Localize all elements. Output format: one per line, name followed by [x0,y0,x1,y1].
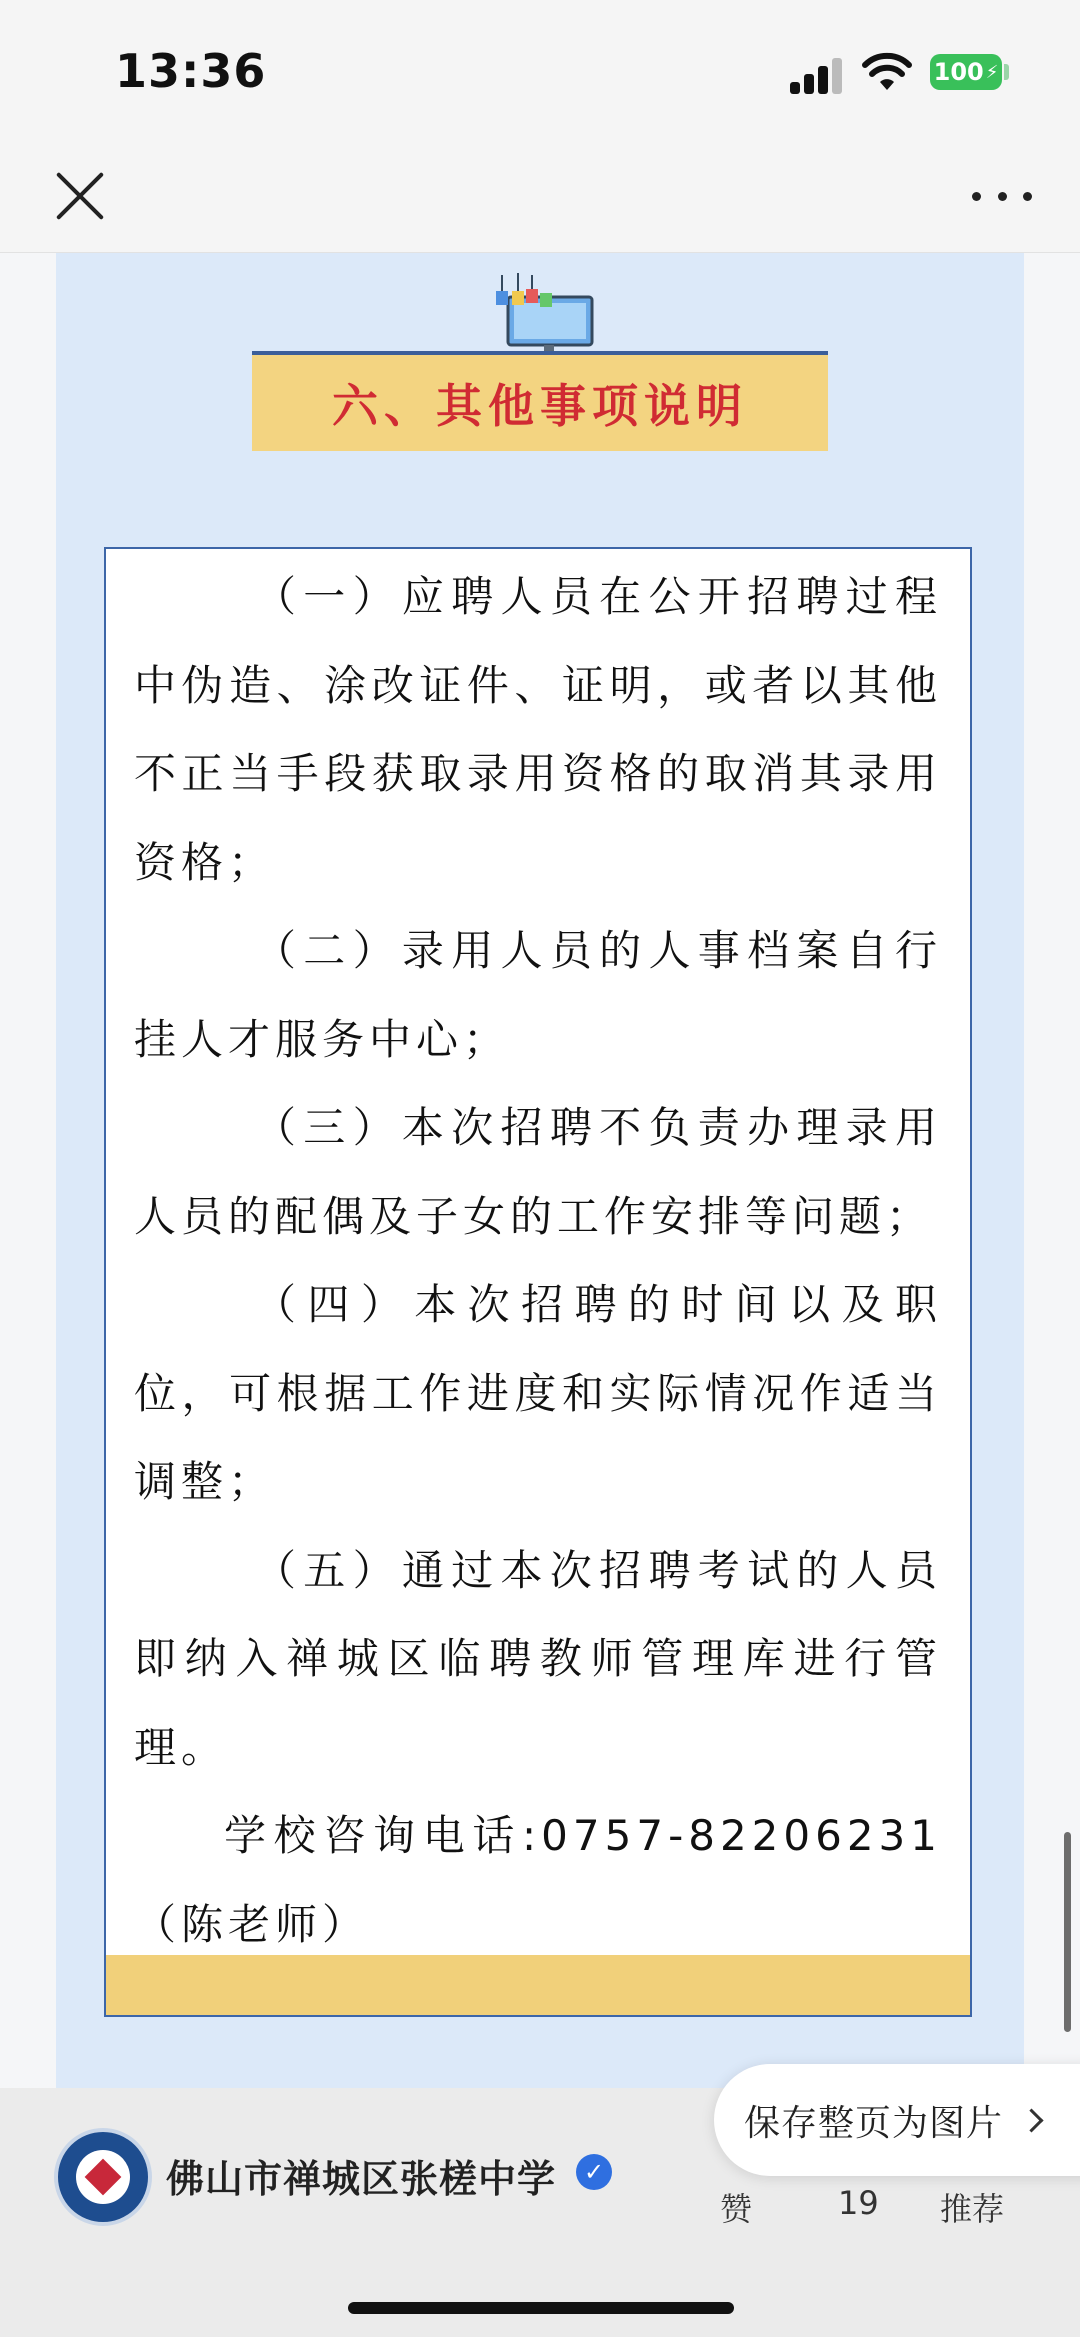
close-icon[interactable] [52,168,108,224]
nav-bar [0,140,1080,253]
chevron-right-icon [1019,2108,1043,2132]
save-page-as-image-button[interactable] [714,2064,1080,2176]
paragraph-5: （五）通过本次招聘考试的人员即纳入禅城区临聘教师管理库进行管理。 [134,1545,942,1772]
verified-badge-icon: ✓ [576,2154,612,2190]
contact-info: 学校咨询电话:0757-82206231（陈老师） [134,1811,942,1949]
battery-tip [1004,64,1009,80]
scrollbar[interactable] [1064,1832,1071,2032]
status-time: 13:36 [115,44,267,98]
status-bar [0,0,1080,140]
article-content [0,253,1080,2088]
more-options-icon[interactable] [972,186,1032,206]
content-panel [56,253,1024,2088]
paragraph-2: （二）录用人员的人事档案自行挂人才服务中心； [134,926,942,1064]
like-button[interactable]: 赞 [720,2190,753,2228]
paragraph-4: （四）本次招聘的时间以及职位，可根据工作进度和实际情况作适当调整； [134,1280,942,1506]
battery-icon: 100 ⚡ [930,54,1002,90]
recommend-button[interactable]: 推荐 [940,2190,1005,2228]
save-page-label: 保存整页为图片 [744,2102,1004,2144]
notice-box [104,547,972,2017]
account-name[interactable]: 佛山市禅城区张槎中学 [166,2157,557,2201]
wifi-icon [862,52,912,92]
notice-box-footer-bar [106,1955,970,2015]
notice-text [134,553,942,1969]
like-count: 19 [838,2184,879,2222]
paragraph-1: （一）应聘人员在公开招聘过程中伪造、涂改证件、证明，或者以其他不正当手段获取录用资格的取消其录用资格； [134,572,942,887]
computer-illustration-icon [488,271,608,361]
section-title-banner [252,351,828,451]
paragraph-3: （三）本次招聘不负责办理录用人员的配偶及子女的工作安排等问题； [134,1103,942,1241]
cellular-signal-icon [790,58,846,94]
section-title: 六、其他事项说明 [332,379,748,433]
home-indicator[interactable] [348,2302,734,2314]
account-avatar[interactable] [54,2128,152,2226]
battery-level: 100 [933,58,984,86]
